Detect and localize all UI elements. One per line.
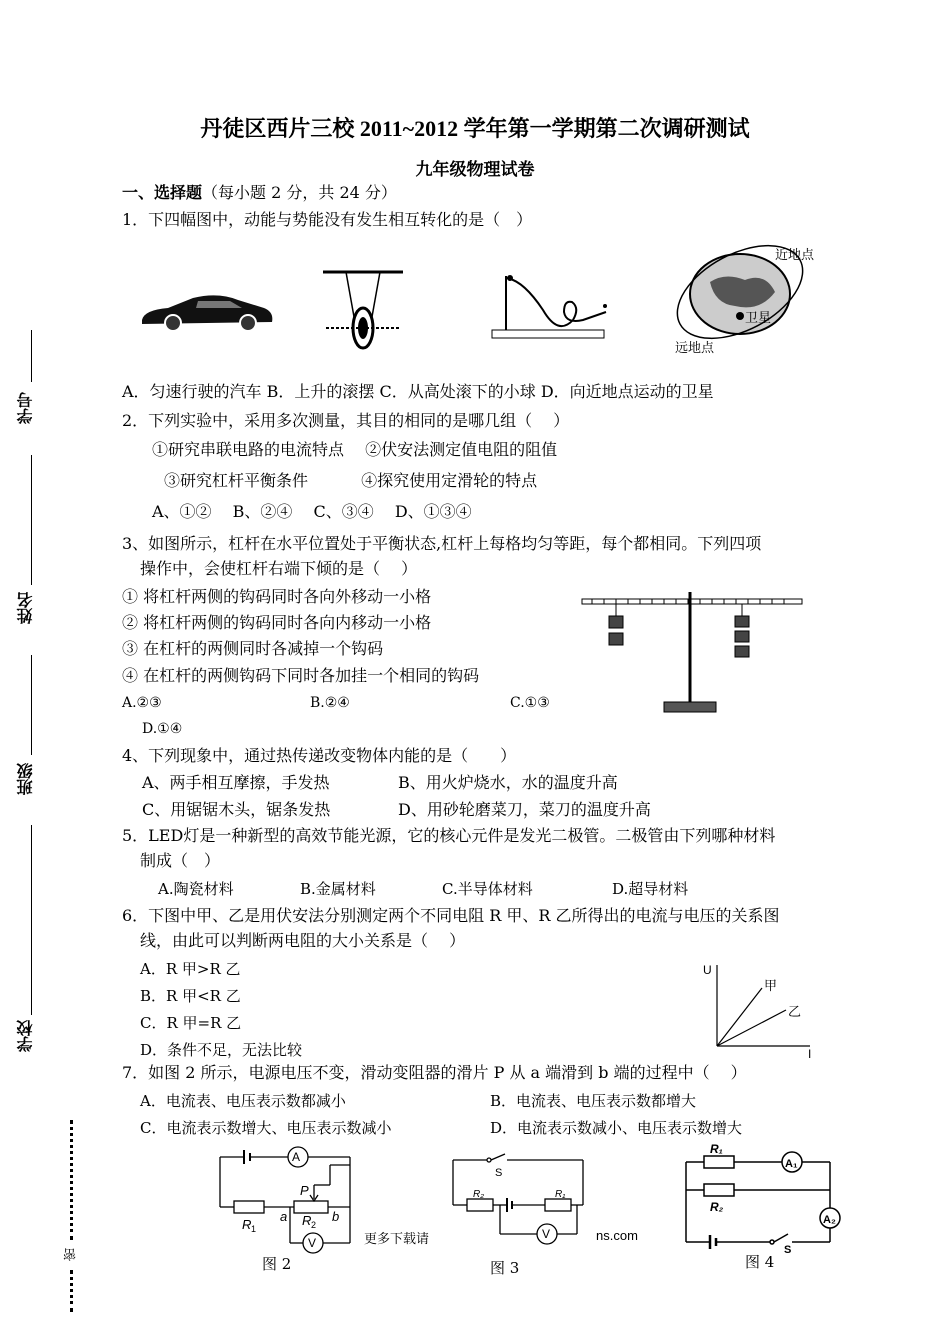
fig3-label: 图 3 bbox=[490, 1259, 520, 1277]
circuit-fig4 bbox=[678, 1140, 848, 1255]
q3-choice-b: B.②④ bbox=[310, 695, 350, 711]
watermark-text-2: ns.com bbox=[596, 1228, 638, 1243]
svg-text:S: S bbox=[784, 1244, 792, 1255]
svg-text:a: a bbox=[280, 1209, 288, 1224]
q3-choice-a: A.②③ bbox=[122, 695, 162, 711]
q6-option-d: D．条件不足，无法比较 bbox=[140, 1041, 303, 1059]
roller-figure bbox=[488, 268, 618, 348]
side-label-xingming: 姓名 bbox=[16, 592, 35, 624]
side-label-xuehao: 学号 bbox=[16, 392, 35, 424]
q1-options: A．匀速行驶的汽车 B．上升的滚摆 C．从高处滚下的小球 D．向近地点运动的卫星 bbox=[122, 382, 714, 401]
q5-option-a: A.陶瓷材料 bbox=[158, 880, 234, 898]
near-point-label: 近地点 bbox=[775, 247, 815, 262]
q6-stem1: 6．下图中甲、乙是用伏安法分别测定两个不同电阻 R 甲、R 乙所得出的电流与电压的关系图 bbox=[122, 906, 780, 925]
q3-stem2: 操作中，会使杠杆右端下倾的是（ ） bbox=[140, 559, 418, 578]
svg-text:S: S bbox=[495, 1167, 503, 1179]
q4-option-c: C、用锯锯木头，锯条发热 bbox=[142, 800, 331, 819]
q7-option-c: C．电流表示数增大、电压表示数减小 bbox=[140, 1119, 392, 1137]
car-figure bbox=[138, 290, 278, 335]
q4-stem: 4、下列现象中，通过热传递改变物体内能的是（ ） bbox=[122, 746, 517, 765]
q2-line2: ③研究杠杆平衡条件 ④探究使用定滑轮的特点 bbox=[164, 471, 538, 490]
q2-line1: ①研究串联电路的电流特点 ②伏安法测定值电阻的阻值 bbox=[152, 440, 558, 459]
svg-text:R: R bbox=[302, 1213, 312, 1228]
q5-option-c: C.半导体材料 bbox=[442, 880, 533, 898]
ui-graph bbox=[700, 960, 825, 1060]
line-yi bbox=[717, 1010, 786, 1046]
fig2-label: 图 2 bbox=[262, 1255, 292, 1273]
q6-option-b: B．R 甲<R 乙 bbox=[140, 987, 241, 1005]
q2-options: A、①② B、②④ C、③④ D、①③④ bbox=[152, 502, 472, 521]
svg-text:R₂: R₂ bbox=[473, 1189, 485, 1200]
binding-line bbox=[31, 455, 32, 585]
section-note: （每小题 2 分，共 24 分） bbox=[202, 183, 397, 202]
q5-stem2: 制成（ ） bbox=[140, 851, 221, 870]
far-point-label: 远地点 bbox=[675, 340, 715, 355]
fig4-label: 图 4 bbox=[745, 1253, 775, 1271]
q7-option-b: B．电流表、电压表示数都增大 bbox=[490, 1092, 697, 1110]
watermark-text: 更多下载请 bbox=[364, 1231, 430, 1246]
graph-label-yi: 乙 bbox=[788, 1004, 802, 1019]
q3-stem1: 3、如图所示，杠杆在水平位置处于平衡状态,杠杆上每格均匀等距，每个都相同。下列四项 bbox=[122, 534, 762, 553]
svg-text:R₁: R₁ bbox=[555, 1189, 566, 1200]
q3-option1: ① 将杠杆两侧的钩码同时各向外移动一小格 bbox=[122, 587, 432, 606]
q4-option-a: A、两手相互摩擦，手发热 bbox=[142, 773, 330, 792]
q6-option-c: C．R 甲=R 乙 bbox=[140, 1014, 242, 1032]
q7-stem: 7．如图 2 所示，电源电压不变，滑动变阻器的滑片 P 从 a 端滑到 b 端的过程中（ ） bbox=[122, 1063, 747, 1082]
side-label-banji: 班级 bbox=[16, 763, 35, 795]
svg-text:A₂: A₂ bbox=[823, 1214, 836, 1226]
q3-option2: ② 将杠杆两侧的钩码同时各向内移动一小格 bbox=[122, 613, 432, 632]
page-subtitle: 九年级物理试卷 bbox=[415, 160, 535, 180]
yo-yo-figure bbox=[318, 268, 408, 353]
graph-y-label: U bbox=[703, 963, 712, 977]
svg-text:1: 1 bbox=[251, 1224, 257, 1234]
dotted-line bbox=[70, 1120, 73, 1240]
line-jia bbox=[717, 988, 762, 1046]
binding-line bbox=[31, 330, 32, 382]
svg-text:A₁: A₁ bbox=[785, 1158, 798, 1170]
section-heading bbox=[122, 182, 397, 204]
circuit-fig3 bbox=[445, 1150, 590, 1250]
q7-option-a: A．电流表、电压表示数都减小 bbox=[140, 1092, 346, 1110]
graph-label-jia: 甲 bbox=[764, 978, 778, 993]
q4-option-d: D、用砂轮磨菜刀，菜刀的温度升高 bbox=[398, 800, 651, 819]
q3-choice-d: D.①④ bbox=[142, 721, 183, 737]
circuit-fig2 bbox=[210, 1145, 370, 1255]
q7-option-d: D．电流表示数减小、电压表示数增大 bbox=[490, 1119, 743, 1137]
dotted-line bbox=[70, 1270, 73, 1312]
svg-text:V: V bbox=[308, 1236, 317, 1250]
q5-option-d: D.超导材料 bbox=[612, 880, 689, 898]
q5-option-b: B.金属材料 bbox=[300, 880, 376, 898]
svg-text:V: V bbox=[542, 1227, 551, 1241]
q6-option-a: A．R 甲>R 乙 bbox=[140, 960, 241, 978]
svg-text:P: P bbox=[300, 1183, 309, 1198]
side-label-xuexiao: 学校 bbox=[16, 1020, 35, 1052]
binding-line bbox=[31, 825, 32, 1015]
satellite-label: 卫星 bbox=[745, 310, 772, 325]
graph-x-label: I bbox=[808, 1047, 812, 1060]
q6-stem2: 线，由此可以判断两电阻的大小关系是（ ） bbox=[140, 931, 466, 950]
svg-text:R₁: R₁ bbox=[710, 1142, 723, 1156]
side-label-mi: 密 bbox=[64, 1248, 79, 1261]
section-title: 一、选择题 bbox=[122, 183, 203, 202]
q1-stem: 1．下四幅图中，动能与势能没有发生相互转化的是（ ） bbox=[122, 210, 533, 229]
q3-option3: ③ 在杠杆的两侧同时各减掉一个钩码 bbox=[122, 639, 384, 658]
svg-text:A: A bbox=[292, 1150, 301, 1164]
page-title: 丹徒区西片三校 2011~2012 学年第一学期第二次调研测试 bbox=[200, 116, 750, 141]
svg-text:b: b bbox=[332, 1209, 340, 1224]
svg-text:R₂: R₂ bbox=[710, 1200, 724, 1214]
q3-option4: ④ 在杠杆的两侧钩码下同时各加挂一个相同的钩码 bbox=[122, 666, 480, 685]
q4-option-b: B、用火炉烧水，水的温度升高 bbox=[398, 773, 618, 792]
binding-line bbox=[31, 655, 32, 755]
q3-choice-c: C.①③ bbox=[510, 695, 550, 711]
svg-text:R: R bbox=[242, 1217, 252, 1232]
svg-text:2: 2 bbox=[311, 1220, 317, 1230]
q5-stem1: 5．LED灯是一种新型的高效节能光源，它的核心元件是发光二极管。二极管由下列哪种材料 bbox=[122, 826, 776, 845]
satellite-figure bbox=[670, 242, 850, 357]
q2-stem: 2．下列实验中，采用多次测量，其目的相同的是哪几组（ ） bbox=[122, 411, 570, 430]
lever-figure bbox=[578, 590, 808, 720]
